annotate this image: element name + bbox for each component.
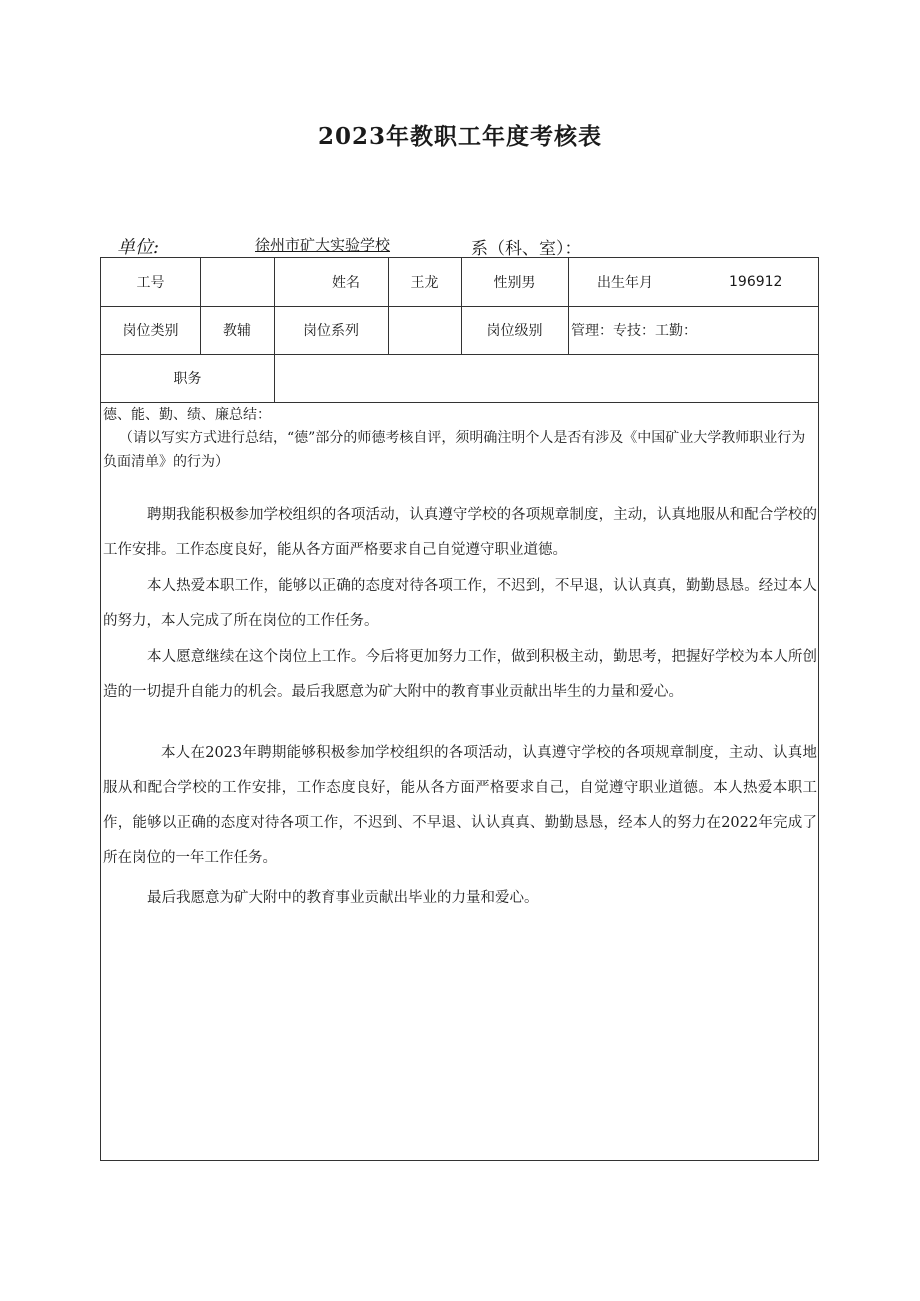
duty-label: 职务 — [173, 371, 202, 387]
birth-value: 196912 — [729, 274, 783, 290]
row-divider — [101, 402, 818, 403]
summary-heading: 德、能、勤、绩、廉总结： — [103, 407, 271, 423]
post-level-value: 管理：专技：工勤： — [571, 323, 697, 339]
unit-label: 单位: — [117, 237, 160, 258]
post-series-label: 岗位系列 — [303, 323, 359, 339]
birth-label: 出生年月 — [597, 275, 653, 291]
gender-field: 性别男 — [493, 275, 536, 291]
employee-id-label: 工号 — [136, 275, 165, 291]
post-level-label: 岗位级别 — [486, 323, 543, 339]
summary-note: （请以写实方式进行总结，“德”部分的师德考核自评，须明确注明个人是否有涉及《中国矿业大学教师职业行为负面清单》的行为） — [103, 430, 806, 470]
name-label: 姓名 — [332, 275, 360, 291]
assessment-form — [100, 257, 819, 1161]
summary-paragraph: 最后我愿意为矿大附中的教育事业贡献出毕业的力量和爱心。 — [147, 890, 539, 906]
post-category-label: 岗位类别 — [122, 323, 179, 339]
column-divider — [568, 258, 569, 354]
post-series-value — [388, 306, 461, 354]
employee-id-value — [200, 258, 274, 306]
unit-value: 徐州市矿大实验学校 — [255, 236, 391, 254]
summary-paragraph: 本人热爱本职工作，能够以正确的态度对待各项工作，不迟到，不早退，认认真真，勤勤恳恳。经过本人的努力，本人完成了所在岗位的工作任务。 — [103, 578, 817, 629]
name-value: 王龙 — [410, 275, 439, 291]
page-title: 2023年教职工年度考核表 — [317, 123, 602, 150]
summary-paragraph: 聘期我能积极参加学校组织的各项活动，认真遵守学校的各项规章制度，主动，认真地服从和配合学校的工作安排。工作态度良好，能从各方面严格要求自己自觉遵守职业道德。 — [103, 507, 817, 558]
post-category-value: 教辅 — [223, 323, 251, 339]
duty-value — [274, 354, 818, 402]
summary-paragraph: 本人愿意继续在这个岗位上工作。今后将更加努力工作，做到积极主动，勤思考，把握好学校为本人所创造的一切提升自能力的机会。最后我愿意为矿大附中的教育事业贡献出毕生的力量和爱心。 — [103, 649, 817, 700]
unit-line — [117, 233, 817, 257]
summary-paragraph: 本人在2023年聘期能够积极参加学校组织的各项活动，认真遵守学校的各项规章制度，主动、认真地服从和配合学校的工作安排，工作态度良好，能从各方面严格要求自己，自觉遵守职业道德。本人热爱本职工作，能够以正确的态度对待各项工作，不迟到、不早退、认认真真、勤勤恳恳，经本人的努力在2022年完成了所在岗位的一年工作任务。 — [103, 745, 817, 866]
department-label: 系（科、室）： — [471, 239, 582, 259]
